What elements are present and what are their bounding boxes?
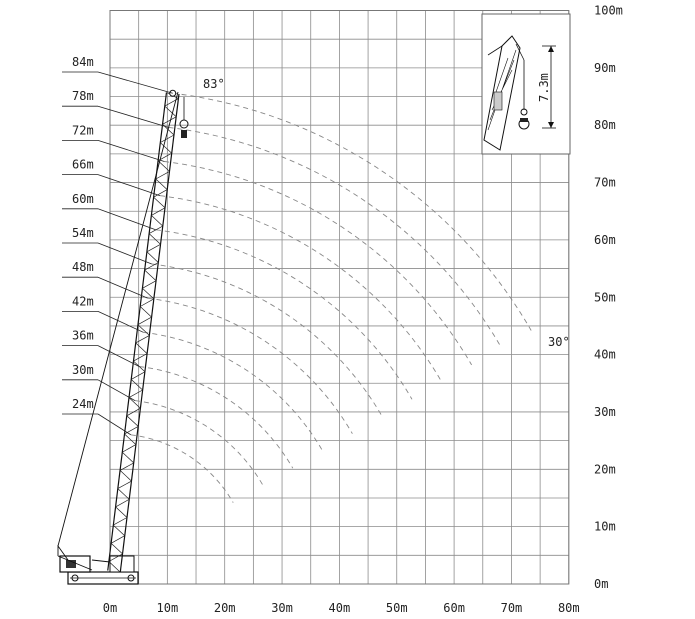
- working-range-arc: [152, 264, 382, 417]
- min-angle-label: 30°: [548, 335, 570, 349]
- working-range-arc: [169, 127, 502, 347]
- x-tick-label: 10m: [156, 601, 179, 615]
- boom-length-leader: [98, 106, 169, 127]
- boom-length-label: 78m: [72, 89, 94, 104]
- boom-length-label: 66m: [72, 157, 94, 172]
- boom-length-label: 84m: [72, 55, 94, 69]
- x-tick-label: 20m: [213, 601, 236, 615]
- y-tick-label: 10m: [594, 519, 616, 534]
- boom-length-leader: [98, 311, 143, 332]
- boom-length-label: 36m: [72, 328, 94, 343]
- y-tick-label: 20m: [594, 462, 616, 477]
- boom-length-label: 42m: [72, 294, 94, 309]
- boom-length-leader: [98, 243, 152, 264]
- boom-length-label: 72m: [72, 123, 94, 138]
- inset-dimension-label: 7.3m: [537, 73, 551, 102]
- boom-lattice: [108, 90, 179, 572]
- boom-length-leader: [98, 209, 156, 230]
- working-range-arc: [148, 298, 353, 434]
- hook-block: [180, 97, 188, 138]
- y-tick-label: 70m: [594, 175, 616, 190]
- working-range-arc: [143, 332, 322, 451]
- max-angle-label: 83°: [203, 77, 225, 91]
- y-tick-label: 100m: [594, 3, 623, 18]
- x-tick-label: 70m: [500, 601, 523, 615]
- working-range-arc: [135, 401, 263, 486]
- boom-chord: [120, 94, 179, 572]
- working-range-arc: [160, 196, 442, 382]
- working-range-arc: [173, 93, 532, 330]
- working-range-arc: [156, 230, 412, 399]
- x-tick-label: 40m: [328, 601, 351, 615]
- crane-base: [58, 546, 138, 584]
- working-range-arc: [131, 435, 233, 503]
- working-range-arc: [139, 367, 293, 469]
- boom-length-label: 30m: [72, 362, 94, 377]
- working-range-arcs: [131, 93, 531, 502]
- y-tick-label: 0m: [594, 577, 609, 591]
- y-tick-label: 80m: [594, 118, 616, 133]
- y-tick-label: 90m: [594, 60, 616, 75]
- y-tick-label: 40m: [594, 347, 616, 362]
- boom-length-labels: [62, 55, 173, 435]
- x-tick-label: 50m: [385, 601, 408, 615]
- boom-length-label: 54m: [72, 226, 94, 240]
- y-axis-tick-labels: [594, 4, 623, 592]
- x-tick-label: 80m: [557, 601, 580, 615]
- boom-length-leader: [98, 175, 160, 196]
- boom-length-leader: [98, 140, 164, 161]
- boom-length-leader: [98, 72, 173, 93]
- y-tick-label: 30m: [594, 404, 616, 419]
- boom-chord: [108, 92, 167, 570]
- boom-tip-inset: [482, 14, 570, 154]
- boom-length-label: 60m: [72, 191, 94, 206]
- y-tick-label: 60m: [594, 232, 616, 247]
- y-tick-label: 50m: [594, 290, 616, 305]
- x-tick-label: 60m: [443, 601, 465, 615]
- boom-length-label: 24m: [72, 397, 94, 411]
- x-tick-label: 30m: [271, 601, 293, 615]
- boom-length-label: 48m: [72, 260, 94, 275]
- x-axis-tick-labels: [103, 601, 580, 615]
- boom-length-leader: [98, 277, 148, 298]
- x-tick-label: 0m: [102, 601, 118, 615]
- boom-length-leader: [98, 346, 139, 367]
